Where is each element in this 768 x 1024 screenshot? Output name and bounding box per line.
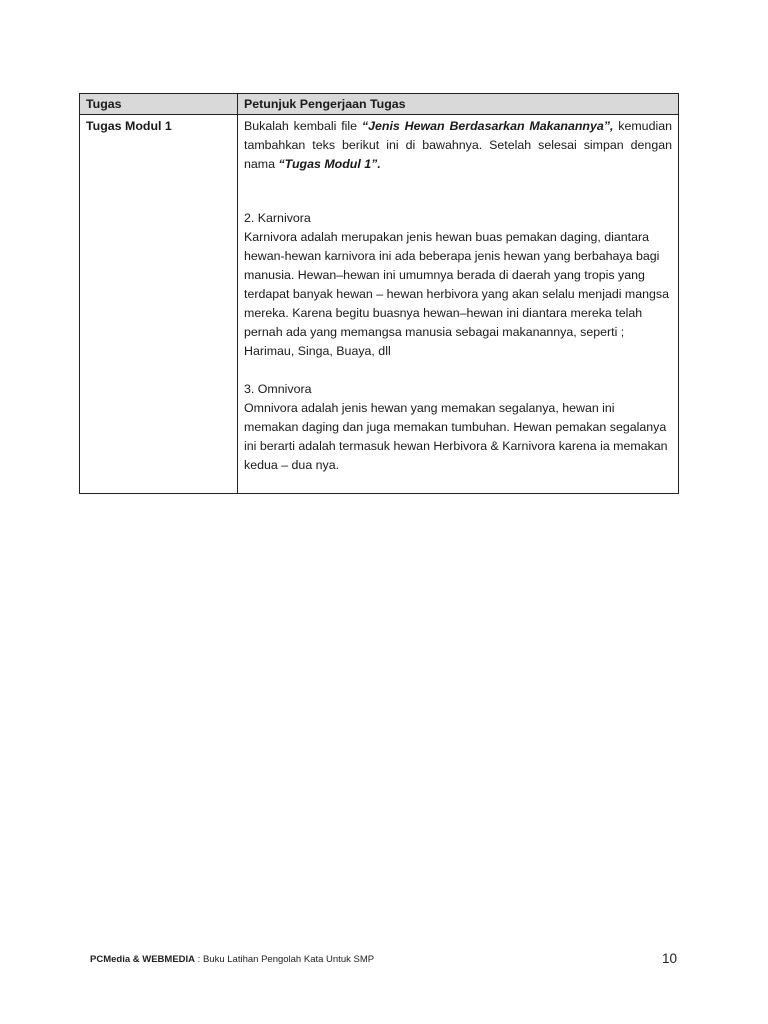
instruction-part2: kemudian tambahkan teks berikut ini di bawahnya. Setelah selesai simpan dengan nama xyxy=(244,119,672,171)
spacer xyxy=(244,361,672,380)
task-table xyxy=(79,93,679,494)
page-footer xyxy=(90,954,374,965)
task-name-cell: Tugas Modul 1 xyxy=(80,115,238,494)
section-body-karnivora: Karnivora adalah merupakan jenis hewan buas pemakan daging, diantara hewan-hewan karnivora ini ada beberapa jenis hewan yang berbahaya bagi manusia. Hewan–hewan ini umumnya berada di daerah yang tropis yang terdapat banyak hewan – hewan herbivora yang akan selalu menjadi mangsa mereka. Karena begitu buasnya hewan–hewan ini diantara mereka telah pernah ada yang memangsa manusia sebagai makanannya, seperti ; Harimau, Singa, Buaya, dll xyxy=(244,230,670,358)
section-title-karnivora: 2. Karnivora xyxy=(244,211,311,225)
section-title-omnivora: 3. Omnivora xyxy=(244,382,312,396)
footer-separator: : xyxy=(195,954,203,965)
header-tugas: Tugas xyxy=(80,94,238,115)
footer-text: Buku Latihan Pengolah Kata Untuk SMP xyxy=(202,954,375,965)
instruction-save-name: “Tugas Modul 1”. xyxy=(278,157,381,171)
instruction-paragraph xyxy=(244,117,672,174)
table-row xyxy=(80,115,679,494)
instruction-cell xyxy=(238,115,679,494)
instruction-part1: Bukalah kembali file xyxy=(244,119,362,133)
spacer xyxy=(244,174,672,209)
page-number: 10 xyxy=(662,951,678,966)
footer-brand: PCMedia & WEBMEDIA xyxy=(90,954,196,965)
table-header-row xyxy=(80,94,679,115)
header-petunjuk: Petunjuk Pengerjaan Tugas xyxy=(238,94,679,115)
instruction-file-name: “Jenis Hewan Berdasarkan Makanannya”, xyxy=(361,119,614,133)
section-body-omnivora: Omnivora adalah jenis hewan yang memakan segalanya, hewan ini memakan daging dan juga memakan tumbuhan. Hewan pemakan segalanya ini berarti adalah termasuk hewan Herbivora & Karnivora karena ia memakan kedua – dua nya. xyxy=(244,401,668,472)
